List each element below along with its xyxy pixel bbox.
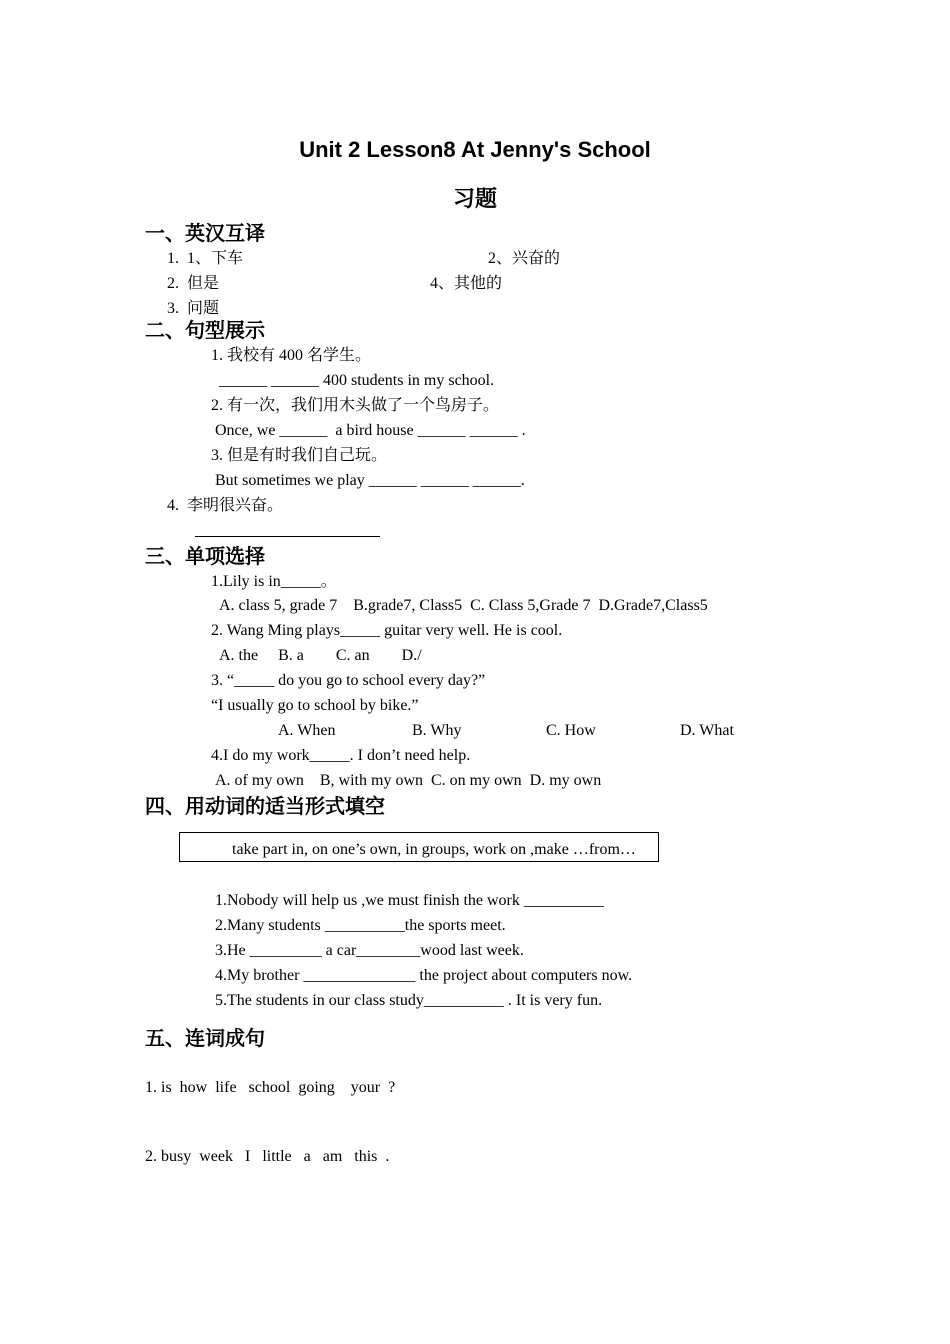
section-3-heading: 三、单项选择 (145, 544, 265, 568)
document-subtitle: 习题 (452, 187, 497, 212)
answer-blank-line (195, 536, 380, 537)
sec2-line: ______ ______ 400 students in my school. (219, 372, 495, 389)
sec1-item: 3. 问题 (167, 300, 220, 317)
sec2-line: 4. 李明很兴奋。 (167, 497, 284, 514)
word-bank-box (179, 832, 659, 862)
sec4-line: 4.My brother ______________ the project about computers now. (215, 967, 633, 984)
sec3-option: A. When (278, 722, 336, 739)
sec3-line: “I usually go to school by bike.” (211, 697, 419, 714)
section-2-heading: 二、句型展示 (145, 318, 265, 342)
sec2-line: 3. 但是有时我们自己玩。 (211, 447, 388, 464)
sec3-line: 4.I do my work_____. I don’t need help. (211, 747, 471, 764)
sec2-line: 2. 有一次，我们用木头做了一个鸟房子。 (211, 397, 500, 414)
sec1-item: 1. 1、下车 (167, 250, 244, 267)
sec3-line: A. of my own B, with my own C. on my own D. my own (215, 772, 602, 789)
document-title: Unit 2 Lesson8 At Jenny's School (299, 137, 651, 162)
section-4-heading: 四、用动词的适当形式填空 (145, 794, 385, 818)
sec5-line: 1. is how life school going your ? (145, 1079, 396, 1096)
sec3-line: A. the B. a C. an D./ (219, 647, 422, 664)
sec4-line: 2.Many students __________the sports meet. (215, 917, 506, 934)
sec3-option: D. What (680, 722, 734, 739)
sec3-line: A. class 5, grade 7 B.grade7, Class5 C. Class 5,Grade 7 D.Grade7,Class5 (219, 597, 708, 614)
word-bank-text: take part in, on one’s own, in groups, work on ,make …from… (232, 841, 636, 858)
sec4-line: 3.He _________ a car________wood last week. (215, 942, 524, 959)
sec1-item: 2. 但是 (167, 275, 220, 292)
section-5-heading: 五、连词成句 (145, 1026, 265, 1050)
sec3-line: 3. “_____ do you go to school every day?” (211, 672, 486, 689)
sec3-line: 2. Wang Ming plays_____ guitar very well. He is cool. (211, 622, 563, 639)
sec3-option: C. How (546, 722, 596, 739)
sec2-line: Once, we ______ a bird house ______ ______ . (215, 422, 526, 439)
sec2-line: 1. 我校有 400 名学生。 (211, 347, 372, 364)
sec4-line: 5.The students in our class study__________ . It is very fun. (215, 992, 603, 1009)
sec2-line: But sometimes we play ______ ______ ______. (215, 472, 525, 489)
sec3-line: 1.Lily is in_____。 (211, 573, 337, 590)
sec3-option: B. Why (412, 722, 462, 739)
sec5-line: 2. busy week I little a am this . (145, 1148, 390, 1165)
sec4-line: 1.Nobody will help us ,we must finish the work __________ (215, 892, 604, 909)
section-1-heading: 一、英汉互译 (145, 221, 265, 245)
sec1-item: 4、其他的 (430, 275, 503, 292)
sec1-item: 2、兴奋的 (488, 250, 561, 267)
